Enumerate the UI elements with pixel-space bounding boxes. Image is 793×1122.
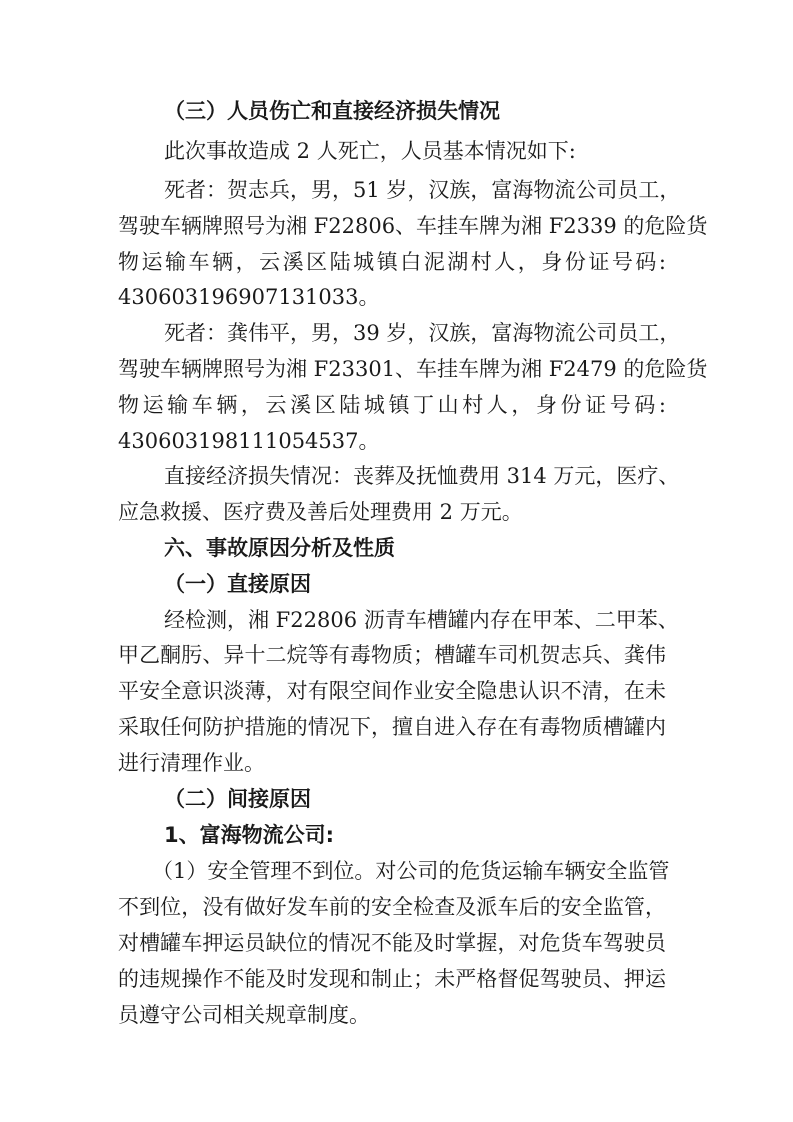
- section-heading-causes: 六、事故原因分析及性质: [164, 536, 395, 560]
- paragraph-line: 430603198111054537。: [118, 429, 380, 453]
- paragraph-line: 的违规操作不能及时发现和制止；未严格督促驾驶员、押运: [118, 967, 666, 991]
- paragraph-line: 平安全意识淡薄，对有限空间作业安全隐患认识不清，在未: [118, 679, 666, 703]
- paragraph-line: 进行清理作业。: [118, 751, 265, 775]
- paragraph-line: 死者：龚伟平，男，39 岁，汉族，富海物流公司员工，: [164, 321, 681, 345]
- paragraph-line: （1）安全管理不到位。对公司的危货运输车辆安全监管: [152, 859, 670, 883]
- paragraph-line: 不到位，没有做好发车前的安全检查及派车后的安全监管，: [118, 895, 666, 919]
- paragraph-line: 对槽罐车押运员缺位的情况不能及时掌握，对危货车驾驶员: [118, 931, 666, 955]
- paragraph-line: 死者：贺志兵，男，51 岁，汉族，富海物流公司员工，: [164, 178, 681, 202]
- paragraph-line: 驾驶车辆牌照号为湘 F22806、车挂车牌为湘 F2339 的危险货: [118, 214, 708, 238]
- paragraph-line: 物运输车辆，云溪区陆城镇白泥湖村人，身份证号码:: [118, 250, 666, 274]
- paragraph-line: 驾驶车辆牌照号为湘 F23301、车挂车牌为湘 F2479 的危险货: [118, 357, 708, 381]
- paragraph-line: 经检测，湘 F22806 沥青车槽罐内存在甲苯、二甲苯、: [164, 608, 679, 632]
- subheading-company: 1、富海物流公司:: [164, 823, 335, 847]
- section-heading-casualties: （三）人员伤亡和直接经济损失情况: [164, 99, 500, 123]
- subheading-indirect-cause: （二）间接原因: [164, 787, 311, 811]
- paragraph-line: 应急救援、医疗费及善后处理费用 2 万元。: [118, 500, 523, 524]
- subheading-direct-cause: （一）直接原因: [164, 572, 311, 596]
- paragraph-line: 员遵守公司相关规章制度。: [118, 1003, 370, 1027]
- paragraph-line: 直接经济损失情况：丧葬及抚恤费用 314 万元，医疗、: [164, 464, 680, 488]
- paragraph-line: 430603196907131033。: [118, 285, 380, 309]
- paragraph-line: 甲乙酮肟、异十二烷等有毒物质；槽罐车司机贺志兵、龚伟: [118, 643, 666, 667]
- paragraph-line: 此次事故造成 2 人死亡，人员基本情况如下:: [164, 139, 576, 163]
- paragraph-line: 物运输车辆，云溪区陆城镇丁山村人，身份证号码:: [118, 393, 666, 417]
- paragraph-line: 采取任何防护措施的情况下，擅自进入存在有毒物质槽罐内: [118, 715, 666, 739]
